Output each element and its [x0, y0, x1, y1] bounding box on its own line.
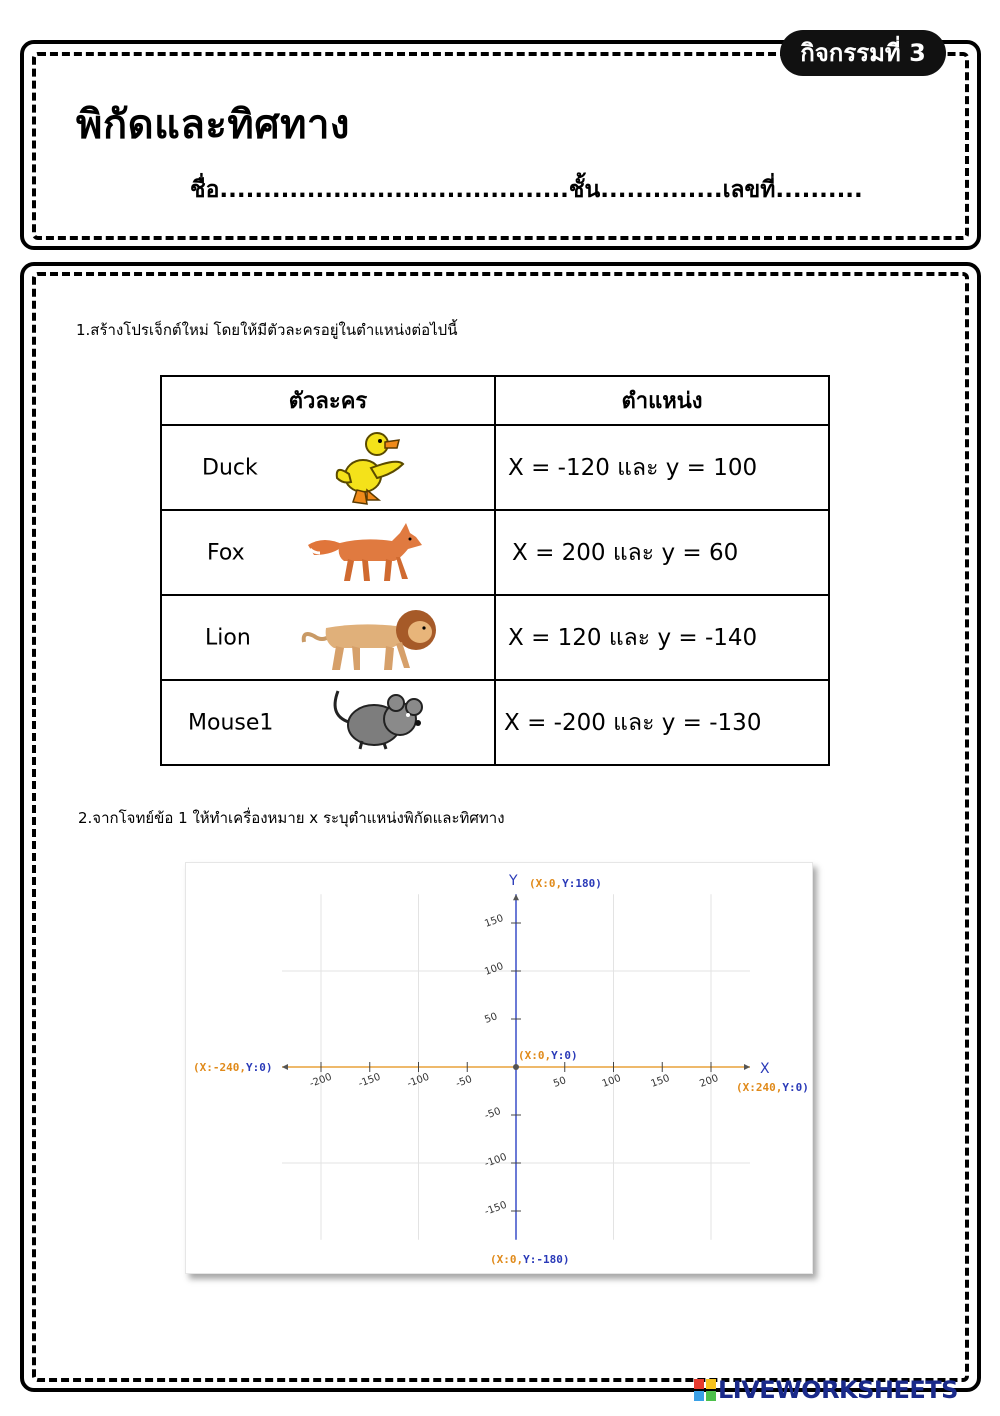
character-name: Duck [202, 455, 258, 480]
x-tick-label: -200 [308, 1071, 334, 1090]
activity-badge: กิจกรรมที่ 3 [780, 30, 946, 76]
x-axis-label: X [760, 1061, 770, 1077]
corner-label-origin: (X:0,Y:0) [518, 1049, 578, 1062]
y-tick-label: 50 [483, 1011, 499, 1026]
character-table [160, 375, 830, 766]
position-cell: X = -120 และ y = 100 [495, 425, 829, 510]
table-row [161, 425, 829, 510]
character-cell [161, 595, 495, 680]
fox-icon [304, 515, 430, 587]
duck-icon [327, 428, 407, 508]
x-axis-arrow-left [282, 1064, 288, 1070]
corner-label-bottom: (X:0,Y:-180) [490, 1253, 570, 1266]
x-tick-label: 200 [698, 1072, 720, 1090]
x-tick-label: 50 [552, 1075, 568, 1090]
coordinate-grid [186, 863, 812, 1273]
question-2-text: 2.จากโจทย์ข้อ 1 ให้ทำเครื่องหมาย x ระบุตำแหน่งพิกัดและทิศทาง [78, 809, 505, 827]
x-tick-label: -150 [357, 1071, 383, 1090]
student-info-line: ชื่อ........................................ชั้น..............เลขที่.......... [190, 177, 863, 203]
character-name: Mouse1 [188, 710, 274, 735]
character-name: Lion [205, 625, 251, 650]
x-tick-label: -50 [454, 1073, 474, 1090]
y-tick-label: -150 [483, 1199, 509, 1218]
mouse-icon [328, 687, 432, 755]
corner-label-left: (X:-240,Y:0) [193, 1061, 273, 1074]
y-axis-label: Y [509, 873, 518, 889]
y-tick-label: 100 [483, 960, 505, 978]
character-name: Fox [207, 540, 245, 565]
liveworksheets-watermark [694, 1376, 958, 1404]
x-tick-label: -100 [405, 1071, 431, 1090]
watermark-text: LIVEWORKSHEETS [718, 1376, 958, 1404]
position-cell: X = 120 และ y = -140 [495, 595, 829, 680]
y-tick-label: 150 [483, 912, 505, 930]
liveworksheets-logo-icon [694, 1379, 716, 1401]
y-tick-label: -100 [483, 1151, 509, 1170]
question-1-text: 1.สร้างโปรเจ็กต์ใหม่ โดยให้มีตัวละครอยู่ในตำแหน่งต่อไปนี้ [76, 321, 458, 339]
x-axis-arrow [744, 1064, 750, 1070]
header-position: ตำแหน่ง [495, 376, 829, 425]
position-cell: X = 200 และ y = 60 [495, 510, 829, 595]
position-cell: X = -200 และ y = -130 [495, 680, 829, 765]
origin-point [513, 1064, 519, 1070]
table-header-row [161, 376, 829, 425]
coordinate-grid-frame [185, 862, 813, 1274]
lion-icon [300, 606, 440, 674]
table-row [161, 680, 829, 765]
x-tick-label: 150 [649, 1072, 672, 1090]
header-character: ตัวละคร [161, 376, 495, 425]
character-cell [161, 680, 495, 765]
table-row [161, 595, 829, 680]
table-row [161, 510, 829, 595]
x-tick-label: 100 [600, 1072, 623, 1090]
character-cell [161, 425, 495, 510]
corner-label-right: (X:240,Y:0) [736, 1081, 809, 1094]
character-cell [161, 510, 495, 595]
y-tick-label: -50 [483, 1105, 503, 1122]
corner-label-top: (X:0,Y:180) [529, 877, 602, 890]
y-axis-arrow [513, 894, 519, 900]
page-title: พิกัดและทิศทาง [76, 102, 350, 148]
